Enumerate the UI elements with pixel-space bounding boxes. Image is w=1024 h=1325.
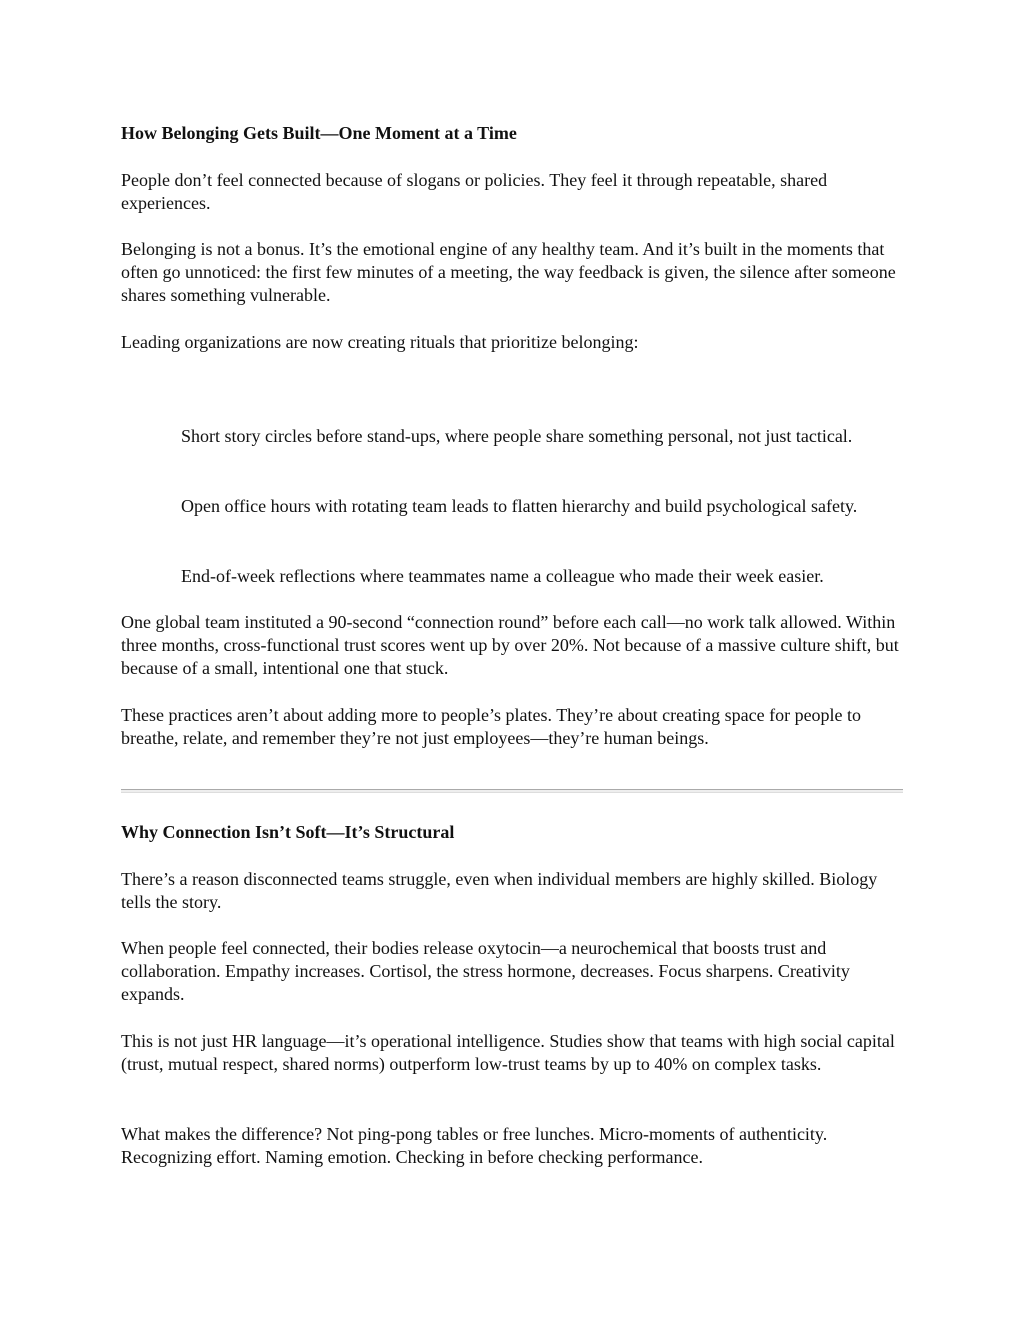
list-item-story-circles: Short story circles before stand-ups, where people share something personal, not just tactical. bbox=[181, 426, 853, 446]
paragraph-oxytocin: When people feel connected, their bodies release oxytocin—a neurochemical that boosts trust and collaboration. Empathy increases. Cortisol, the stress hormone, decreases. Focus sharpens. Creativity expands. bbox=[121, 938, 850, 1004]
paragraph-rituals-intro: Leading organizations are now creating rituals that prioritize belonging: bbox=[121, 332, 639, 352]
section-heading-structural: Why Connection Isn’t Soft—It’s Structural bbox=[121, 822, 455, 842]
paragraph-connection-intro: People don’t feel connected because of slogans or policies. They feel it through repeatable, shared experiences. bbox=[121, 170, 828, 213]
paragraph-disconnected-teams: There’s a reason disconnected teams struggle, even when individual members are highly skilled. Biology tells the story. bbox=[121, 869, 878, 912]
paragraph-connection-round: One global team instituted a 90-second “connection round” before each call—no work talk allowed. Within three months, cross-functional trust scores went up by over 20%. Not because of a massive culture shift, but because of a small, intentional one that stuck. bbox=[121, 612, 899, 678]
paragraph-micro-moments: What makes the difference? Not ping-pong tables or free lunches. Micro-moments of authenticity. Recognizing effort. Naming emotion. Checking in before checking performance. bbox=[121, 1124, 828, 1167]
paragraph-belonging-engine: Belonging is not a bonus. It’s the emotional engine of any healthy team. And it’s built in the moments that often go unnoticed: the first few minutes of a meeting, the way feedback is given, the silence after someone shares something vulnerable. bbox=[121, 239, 896, 305]
list-item-weekly-reflections: End-of-week reflections where teammates name a colleague who made their week easier. bbox=[181, 566, 824, 586]
list-item-office-hours: Open office hours with rotating team leads to flatten hierarchy and build psychological safety. bbox=[181, 496, 858, 516]
section-heading-belonging: How Belonging Gets Built—One Moment at a Time bbox=[121, 123, 517, 143]
paragraph-operational-intelligence: This is not just HR language—it’s operational intelligence. Studies show that teams with high social capital (trust, mutual respect, shared norms) outperform low-trust teams by up to 40% on complex tasks. bbox=[121, 1031, 895, 1074]
section-divider bbox=[121, 789, 903, 793]
paragraph-practices: These practices aren’t about adding more to people’s plates. They’re about creating space for people to breathe, relate, and remember they’re not just employees—they’re human beings. bbox=[121, 705, 862, 748]
